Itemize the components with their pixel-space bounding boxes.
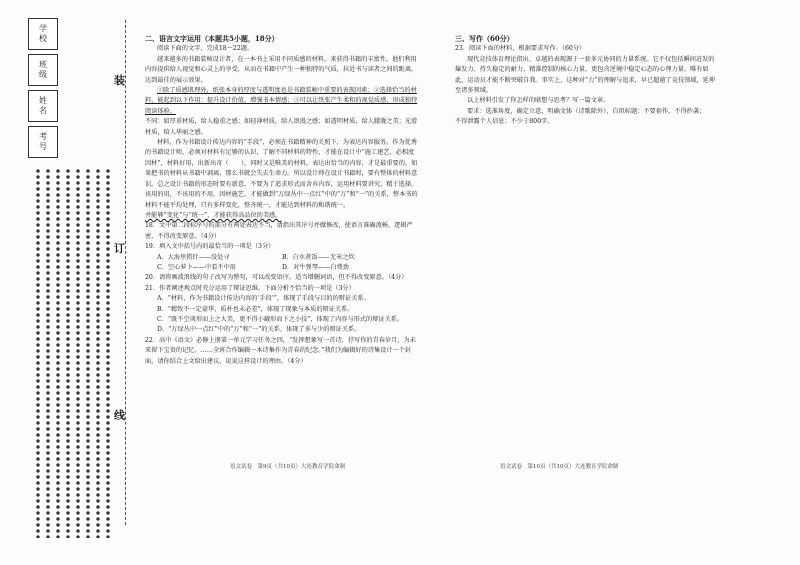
cut-char-ding: 订 (114, 238, 125, 258)
passage-paragraph: 不同：如厚重材质，给人稳重之感；如轻薄材质，给人浪漫之感；如透明材质，给人朦胧之美；光滑材质，给人华丽之感。 (145, 118, 418, 136)
cut-char-xian: 线 (114, 405, 125, 425)
page-9 (145, 34, 420, 367)
passage-paragraph: 越来越多的书籍装帧设计者，在一本书上采用不同质感的材料，来获得书籍的丰富性。他们利用内容提供给人视觉和心灵上的享受，从而在书籍中产生一种独特的气质，拉近书与读者之间的距离，达到最佳的展示效果。 (145, 55, 418, 84)
page-10 (455, 34, 720, 128)
fill-grid (64, 168, 72, 538)
binding-strip (28, 18, 128, 528)
question-18: 18．文中第二段标序号的部分有两处表达不当，请指出其序号并做修改，使语言准确流畅，逻辑严密，不得改变原意。（4分） (145, 222, 413, 240)
fill-grid (44, 168, 52, 538)
question-19-options (145, 253, 420, 274)
section-title: 二、语言文字运用（本题共5小题，18分） (145, 34, 279, 43)
option-b[interactable]: B．白水煮饭——无米之炊 (282, 253, 355, 261)
option-d[interactable]: D．对牛弹琴——白费劲 (282, 263, 349, 271)
fill-grid (84, 168, 92, 538)
page-footer: 语文试卷 第10页（共10页）大连教育学院命制 (500, 464, 619, 470)
class-label: 班 级 (39, 60, 55, 79)
fill-grid (54, 168, 62, 538)
name-label: 姓 名 (39, 96, 55, 115)
option-c[interactable]: C．空心萝卜——中看不中用 (157, 263, 236, 271)
cut-line (125, 20, 126, 525)
writing-requirements-2: 不得泄露个人信息；不少于800字。 (455, 118, 554, 126)
writing-prompt: 以上材料引发了你怎样的联想与思考？写一篇文章。 (467, 97, 610, 105)
option-d[interactable]: D．“万绿丛中一点红”中的“万”和“一”的关系，体现了多与少的辩证关系。 (157, 326, 361, 334)
question-23: 23．阅读下面的材料，根据要求写作。（60分） (455, 45, 586, 53)
exam-number-label: 考 号 (39, 132, 55, 151)
fill-grid (34, 168, 42, 538)
fill-grid (94, 168, 102, 538)
option-c[interactable]: C．“既不空谈形而上之大美，更不得小觑形而下之小技”，体现了内容与形式的辩证关系。 (157, 315, 404, 323)
writing-material: 现代竞技体育理论指出，卓越的表现源于一套多元协同的力量系统。它不仅包括瞬间迸发的爆发力、持久稳定的耐力、精准控制的核心力量，更包含逆境中稳定心态的心理力量。唯有如此，运动员才能不断突破自我。事实上，这种对“力”的理解与追求，早已超越了竞技领域，延伸至诸多领域。 (455, 55, 716, 95)
fill-grid (104, 168, 112, 538)
section-title: 三、写作（60分） (455, 34, 514, 43)
wavy-underlined-sentence: 并能够“变化”与“统一”，才能获得高品位的美感。 (145, 211, 282, 219)
writing-requirements: 要求：选准角度，确定立意，明确文体（诗歌除外），自拟标题；不要套作，不得抄袭； (467, 107, 706, 115)
instructions: 阅读下面的文字，完成18～22题。 (157, 45, 254, 53)
passage-paragraph: 材料，作为书籍设计传达内容的“手段”，必须在书籍精神的关照下，为表达内容服务。作为优秀的书籍设计师，必须对材料有足够的认识，了解不同材料的特性，才能在设计中“施工建艺，必相度因材”，材料好用，出新出奇（ ），同时又是唯美的材料，表达出恰当的内容，才是最重要的。如果把书的材料从书籍中剥离，那么书就会失去生命力。所以设计师在设计书籍时，要有整体的材料意识。总之设计书籍的形态时要有新意，不要为了追求形式而舍弃内容，运用材料要讲究，精于选择，该用的用，不该用的不用，因材施艺，才能做到“万绿丛中一点红”中的“万”和“一”的关系，整本书的材料不能平均处理，只有多样变化，整齐统一，才能达到材料的和谐统一。 (145, 139, 418, 209)
fill-grid (74, 168, 82, 538)
question-21: 21．作者阐述观点时充分运用了辩证思维。下面分析不恰当的一项是（3分） (145, 284, 355, 292)
option-a[interactable]: A．“材料，作为书籍设计传达内容的‘手段’”，体现了手段与目的的辩证关系。 (157, 295, 370, 303)
option-a[interactable]: A．大海里捞针——没处寻 (157, 253, 230, 261)
cut-char-zhuang: 装 (114, 70, 125, 90)
numbered-sentences: ①除了质感肌理外，纸张本身的厚度与透明度也是书籍装帧中重要的表现因素；②选择恰当的材料，能起到以下作用：提升设计价值，增强书本情感；③可以让纸张产生柔和的视觉质感，形成独特阅读体验。 (145, 87, 418, 115)
page-footer: 语文试卷 第9页（共10页）大连教育学院命制 (230, 464, 345, 470)
option-b[interactable]: B．“精致不一定豪华，质朴也未必差”，体现了现象与本质的辩证关系。 (157, 305, 354, 313)
question-22: 22．高中《语文》必修上册第一单元学习任务之四，“发挥想象写一首诗，抒写你的青春岁月，为未来留下宝贵的记忆。……全班合作编辑一本诗集作为青春的纪念。”我们为编辑好的诗集设计一个封面，请你结合上文给出建议，说说这样设计的理由。（4分） (145, 336, 416, 365)
school-label: 学 校 (39, 24, 55, 43)
question-20: 20．请将画波浪线的句子改写为整句，可以改变语序，适当增删词语，但不得改变原意。（4分） (145, 274, 408, 282)
question-19: 19．填入文中括号内的最恰当的一项是（3分） (145, 243, 275, 251)
